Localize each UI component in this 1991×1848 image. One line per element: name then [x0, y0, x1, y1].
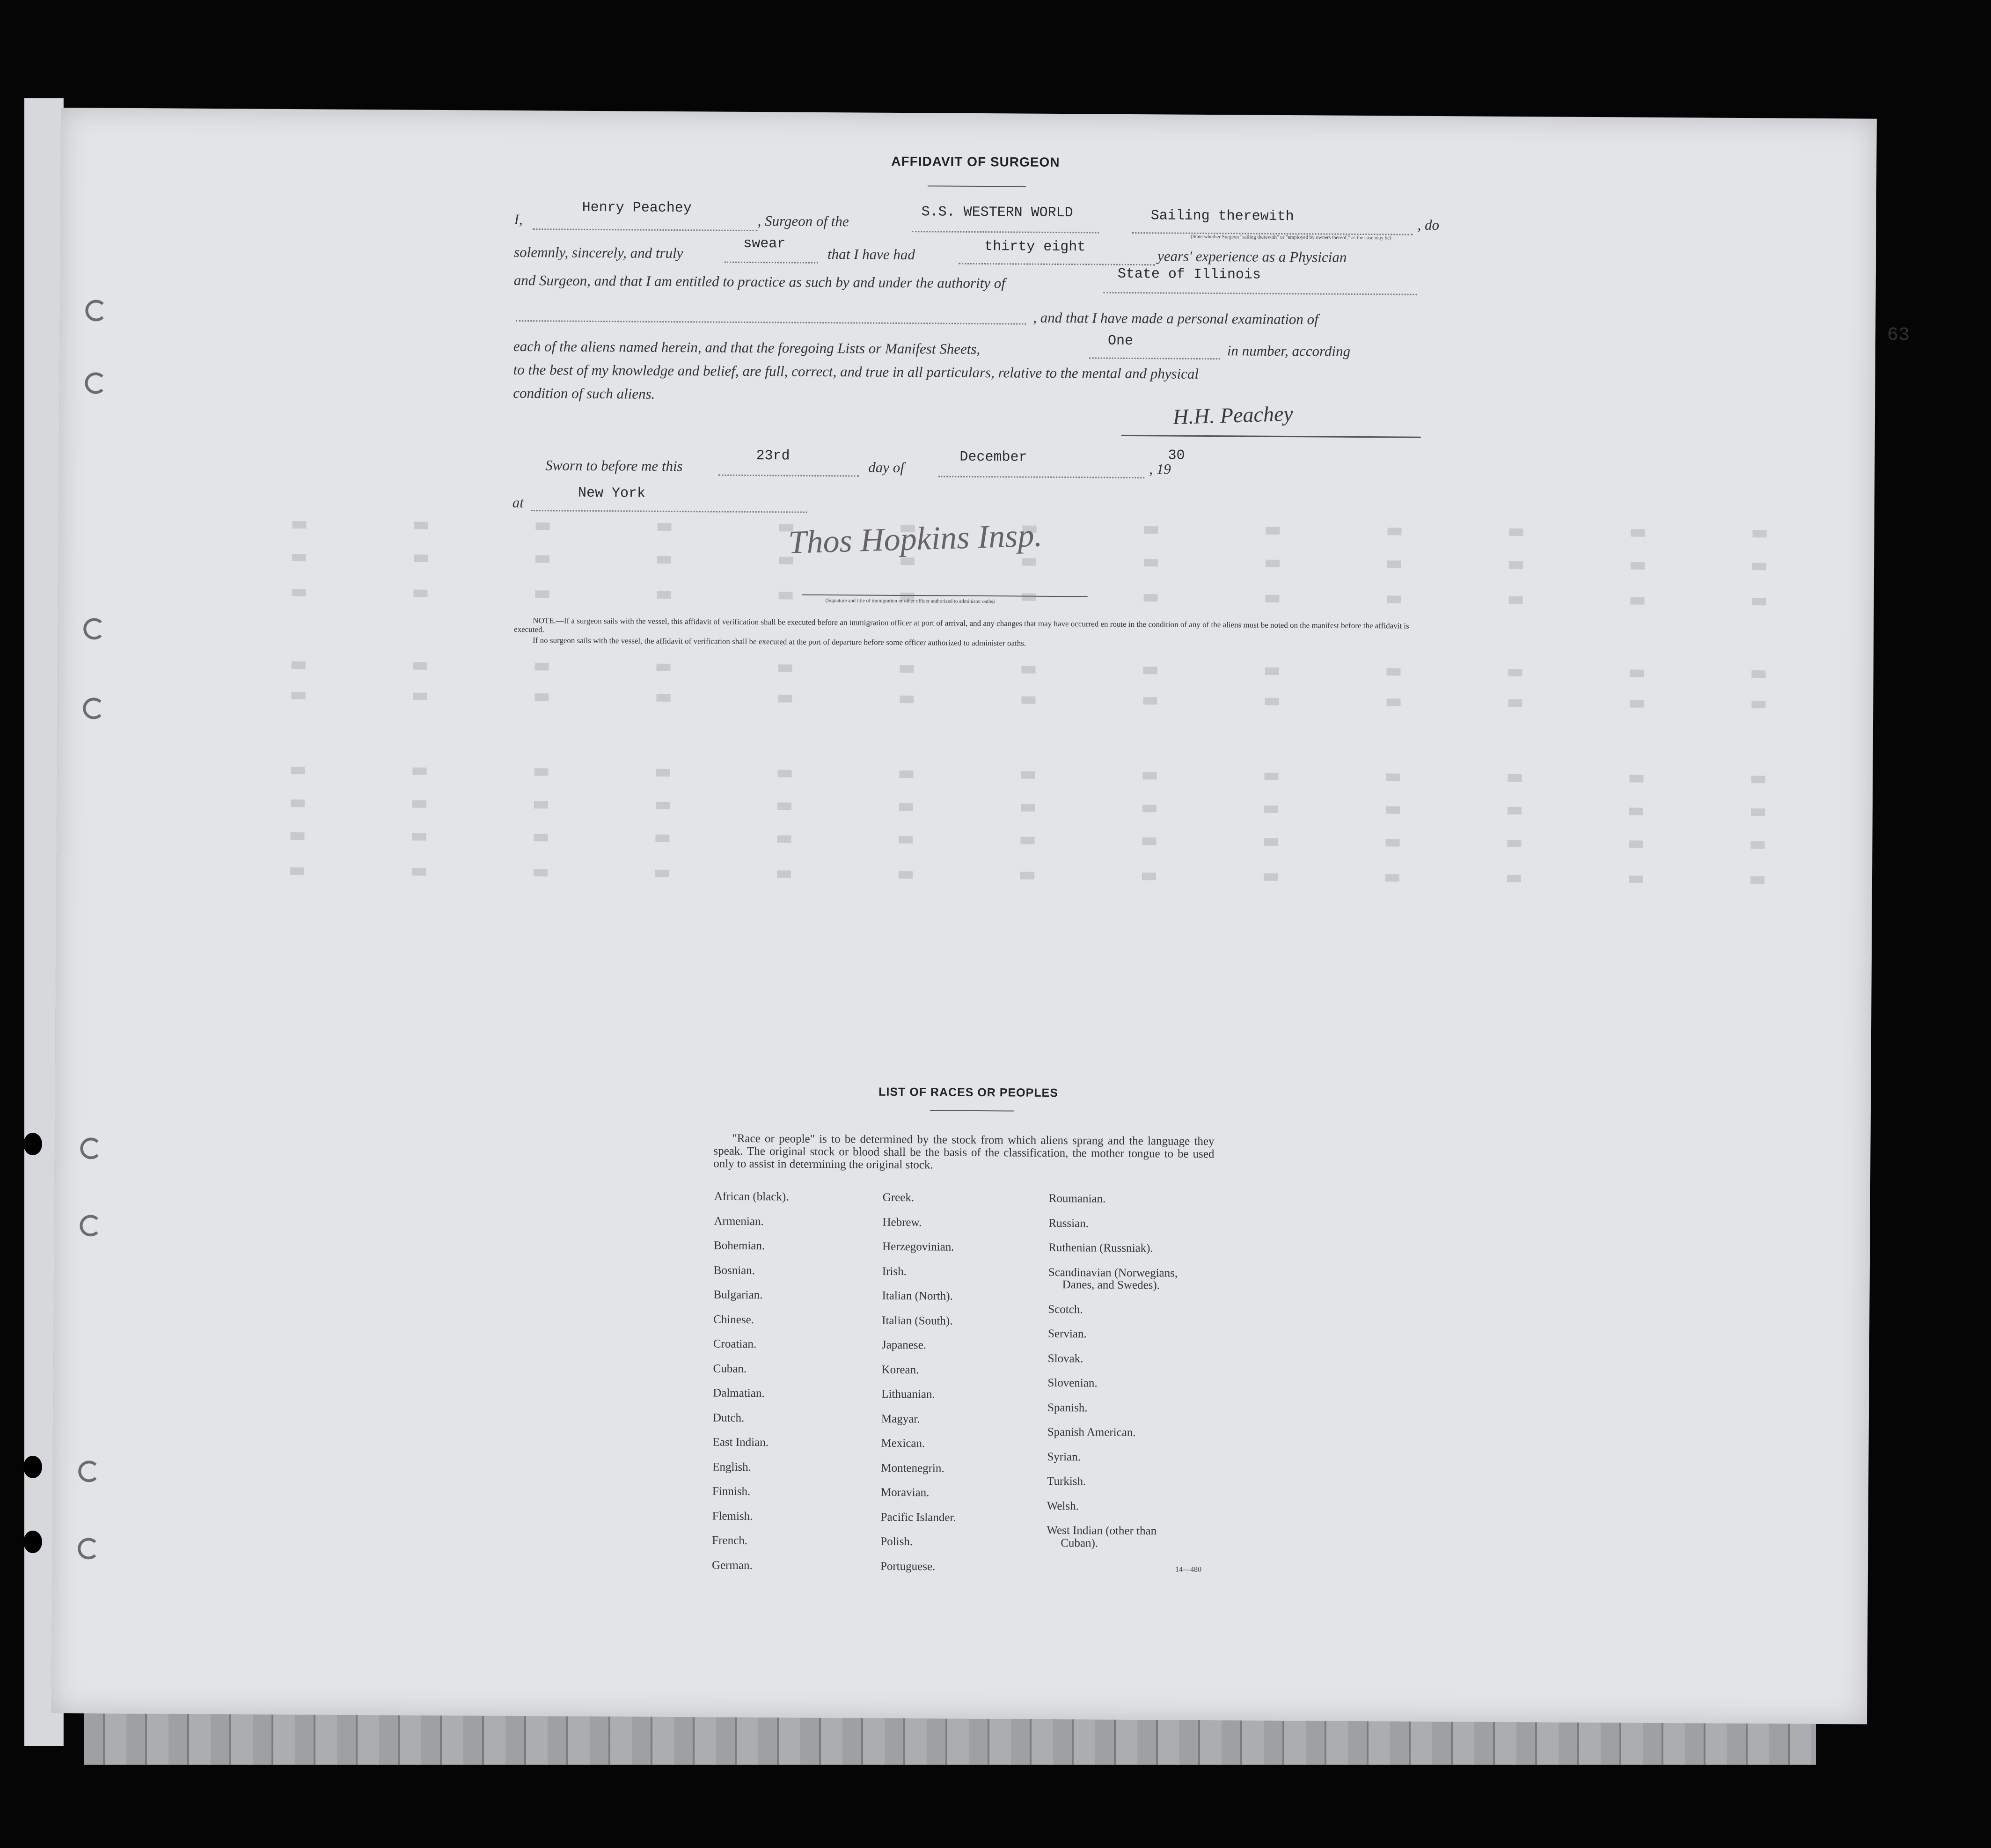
race-list-item: Irish.: [882, 1265, 907, 1278]
sworn-place: New York: [578, 485, 646, 502]
sworn-month-line: [938, 476, 1144, 478]
race-list-item: Chinese.: [713, 1313, 754, 1326]
race-list-item: Russian.: [1048, 1217, 1089, 1230]
vessel-name: S.S. WESTERN WORLD: [921, 204, 1073, 221]
races-column-2: [880, 1192, 958, 1585]
experience-label: years' experience as a Physician: [1157, 248, 1347, 265]
that-had-label: that I have had: [827, 246, 915, 263]
bleed-through-row: [259, 661, 1803, 678]
punch-hole-icon: [85, 300, 107, 321]
punch-hole-icon: [85, 372, 106, 394]
affidavit-heading: AFFIDAVIT OF SURGEON: [891, 154, 1060, 170]
sheets-count: One: [1107, 333, 1134, 350]
race-list-item: Scandinavian (Norwegians,: [1048, 1266, 1178, 1280]
race-list-item: Spanish.: [1047, 1401, 1088, 1414]
blank-line: [516, 320, 1026, 325]
punch-hole-icon: [80, 1137, 102, 1159]
authority-label: and Surgeon, and that I am entitled to practice as such by and under the authority of: [513, 271, 1005, 292]
race-list-item: Portuguese.: [880, 1560, 936, 1573]
signature-rule: [1121, 435, 1421, 438]
sailing-status-note: (State whether Surgeon "sailing therewith" or "employed by owners thereof," as the case may be): [1191, 234, 1391, 241]
race-list-item: Finnish.: [712, 1485, 751, 1498]
race-list-item: Slovak.: [1047, 1352, 1083, 1365]
punch-hole-icon: [83, 697, 104, 719]
officer-signature: Thos Hopkins Insp.: [788, 517, 1043, 561]
form-code: 14—480: [1175, 1565, 1202, 1574]
race-list-item: African (black).: [714, 1190, 789, 1203]
race-list-item: Moravian.: [880, 1486, 930, 1499]
race-list-item: East Indian.: [712, 1436, 769, 1449]
surgeon-name-line: [533, 228, 757, 231]
race-list-item: Danes, and Swedes).: [1062, 1278, 1160, 1292]
sworn-day-line: [718, 475, 859, 477]
punch-hole-icon: [78, 1538, 99, 1559]
race-list-item: Cuban).: [1061, 1536, 1098, 1550]
officer-caption: (Signature and title of immigration or other officer authorized to administer oaths): [825, 597, 995, 605]
race-list-item: Bohemian.: [714, 1239, 765, 1253]
race-list-item: Herzegovinian.: [882, 1240, 954, 1254]
solemnly-label: solemnly, sincerely, and truly: [514, 243, 683, 262]
surgeon-of-label: , Surgeon of the: [757, 213, 849, 230]
race-list-item: Syrian.: [1047, 1450, 1081, 1463]
race-list-item: English.: [712, 1460, 752, 1474]
race-list-item: Greek.: [882, 1191, 915, 1204]
binding-dot-icon: [23, 1133, 42, 1155]
vessel-line: [912, 231, 1099, 233]
note-paragraph-1: NOTE.—If a surgeon sails with the vessel, this affidavit of verification shall be executed before an immigration officer at port of arrival, and any changes that may have occurred en route in the condition of any of the aliens must be noted on the manifest before the affidavit is executed.: [514, 616, 1409, 634]
race-list-item: Montenegrin.: [881, 1461, 944, 1475]
race-list-item: Korean.: [881, 1363, 919, 1376]
aliens-named-label: each of the aliens named herein, and that the foregoing Lists or Manifest Sheets,: [513, 337, 981, 358]
race-list-item: Welsh.: [1047, 1499, 1079, 1512]
races-column-1: [712, 1191, 789, 1584]
race-list-item: Flemish.: [712, 1510, 753, 1523]
bleed-through-row: [259, 589, 1804, 606]
sworn-day: 23rd: [756, 448, 790, 464]
do-label: , do: [1417, 216, 1440, 233]
race-list-item: Spanish American.: [1047, 1425, 1136, 1439]
punch-hole-icon: [80, 1215, 101, 1236]
document-page: [51, 108, 1910, 1724]
bleed-through-row: [258, 799, 1802, 816]
bleed-through-row: [257, 867, 1802, 884]
race-list-item: Bulgarian.: [713, 1288, 763, 1302]
race-list-item: Pacific Islander.: [880, 1511, 956, 1524]
race-list-item: French.: [712, 1534, 748, 1547]
surgeon-name: Henry Peachey: [582, 199, 692, 217]
bleed-through-row: [258, 692, 1803, 709]
bleed-through-row: [258, 767, 1802, 784]
at-label: at: [512, 494, 524, 511]
affidavit-prefix: I,: [514, 211, 523, 228]
races-heading-rule: [930, 1110, 1014, 1111]
race-list-item: Armenian.: [714, 1215, 764, 1228]
sailing-status: Sailing therewith: [1150, 208, 1294, 225]
note-paragraph-2: If no surgeon sails with the vessel, the affidavit of verification shall be executed at the port of departure before some officer authorized to administer oaths.: [533, 636, 1026, 648]
races-column-3: [1047, 1193, 1178, 1562]
year-prefix: , 19: [1149, 461, 1171, 477]
race-list-item: Ruthenian (Russniak).: [1048, 1241, 1153, 1255]
races-intro: "Race or people" is to be determined by the stock from which aliens sprang and the language they speak. The original stock or blood shall be the basis of the classification, the mother tongue to be used only to assist in determining the original stock.: [713, 1132, 1215, 1172]
races-heading: LIST OF RACES OR PEOPLES: [878, 1085, 1059, 1100]
punch-hole-icon: [78, 1460, 100, 1482]
heading-rule: [928, 185, 1026, 187]
knowledge-label: to the best of my knowledge and belief, are full, correct, and true in all particulars, relative to the mental and physical: [513, 361, 1199, 382]
sheets-count-line: [1089, 357, 1220, 359]
surgeon-signature: H.H. Peachey: [1172, 401, 1294, 429]
race-list-item: Italian (South).: [882, 1314, 953, 1327]
binding-dot-icon: [23, 1531, 42, 1553]
race-list-item: Mexican.: [881, 1437, 925, 1450]
sworn-month: December: [959, 449, 1027, 466]
race-list-item: Dalmatian.: [713, 1386, 765, 1400]
page-number: 63: [1887, 324, 1910, 346]
oath-word: swear: [743, 235, 786, 252]
sworn-label: Sworn to before me this: [545, 457, 683, 475]
day-of-label: day of: [868, 459, 905, 476]
binding-dot-icon: [23, 1456, 42, 1478]
bleed-through-row: [259, 554, 1804, 571]
place-line: [531, 510, 807, 513]
years-line: [959, 263, 1155, 266]
race-list-item: Turkish.: [1047, 1474, 1086, 1488]
sworn-year: 30: [1168, 447, 1185, 464]
punch-hole-icon: [83, 618, 105, 639]
race-list-item: West Indian (other than: [1047, 1524, 1157, 1538]
race-list-item: Magyar.: [881, 1412, 920, 1425]
years-experience: thirty eight: [984, 239, 1086, 256]
race-list-item: Lithuanian.: [881, 1387, 935, 1401]
examination-label: , and that I have made a personal examination of: [1033, 309, 1318, 328]
in-number-label: in number, according: [1227, 342, 1351, 359]
race-list-item: Bosnian.: [713, 1264, 755, 1277]
race-list-item: Croatian.: [713, 1337, 757, 1351]
authority-value: State of Illinois: [1117, 266, 1261, 283]
race-list-item: Hebrew.: [882, 1216, 922, 1229]
race-list-item: Roumanian.: [1048, 1192, 1106, 1205]
race-list-item: Servian.: [1047, 1327, 1087, 1341]
race-list-item: Scotch.: [1048, 1303, 1083, 1316]
bleed-through-row: [257, 832, 1802, 849]
race-list-item: German.: [711, 1559, 753, 1572]
race-list-item: Japanese.: [881, 1338, 927, 1352]
authority-line: [1104, 292, 1417, 295]
oath-line: [725, 262, 818, 264]
condition-label: condition of such aliens.: [513, 384, 655, 402]
race-list-item: Dutch.: [712, 1411, 745, 1424]
race-list-item: Slovenian.: [1047, 1376, 1098, 1390]
race-list-item: Italian (North).: [882, 1289, 953, 1303]
race-list-item: Cuban.: [713, 1362, 747, 1375]
race-list-item: Polish.: [880, 1535, 913, 1548]
